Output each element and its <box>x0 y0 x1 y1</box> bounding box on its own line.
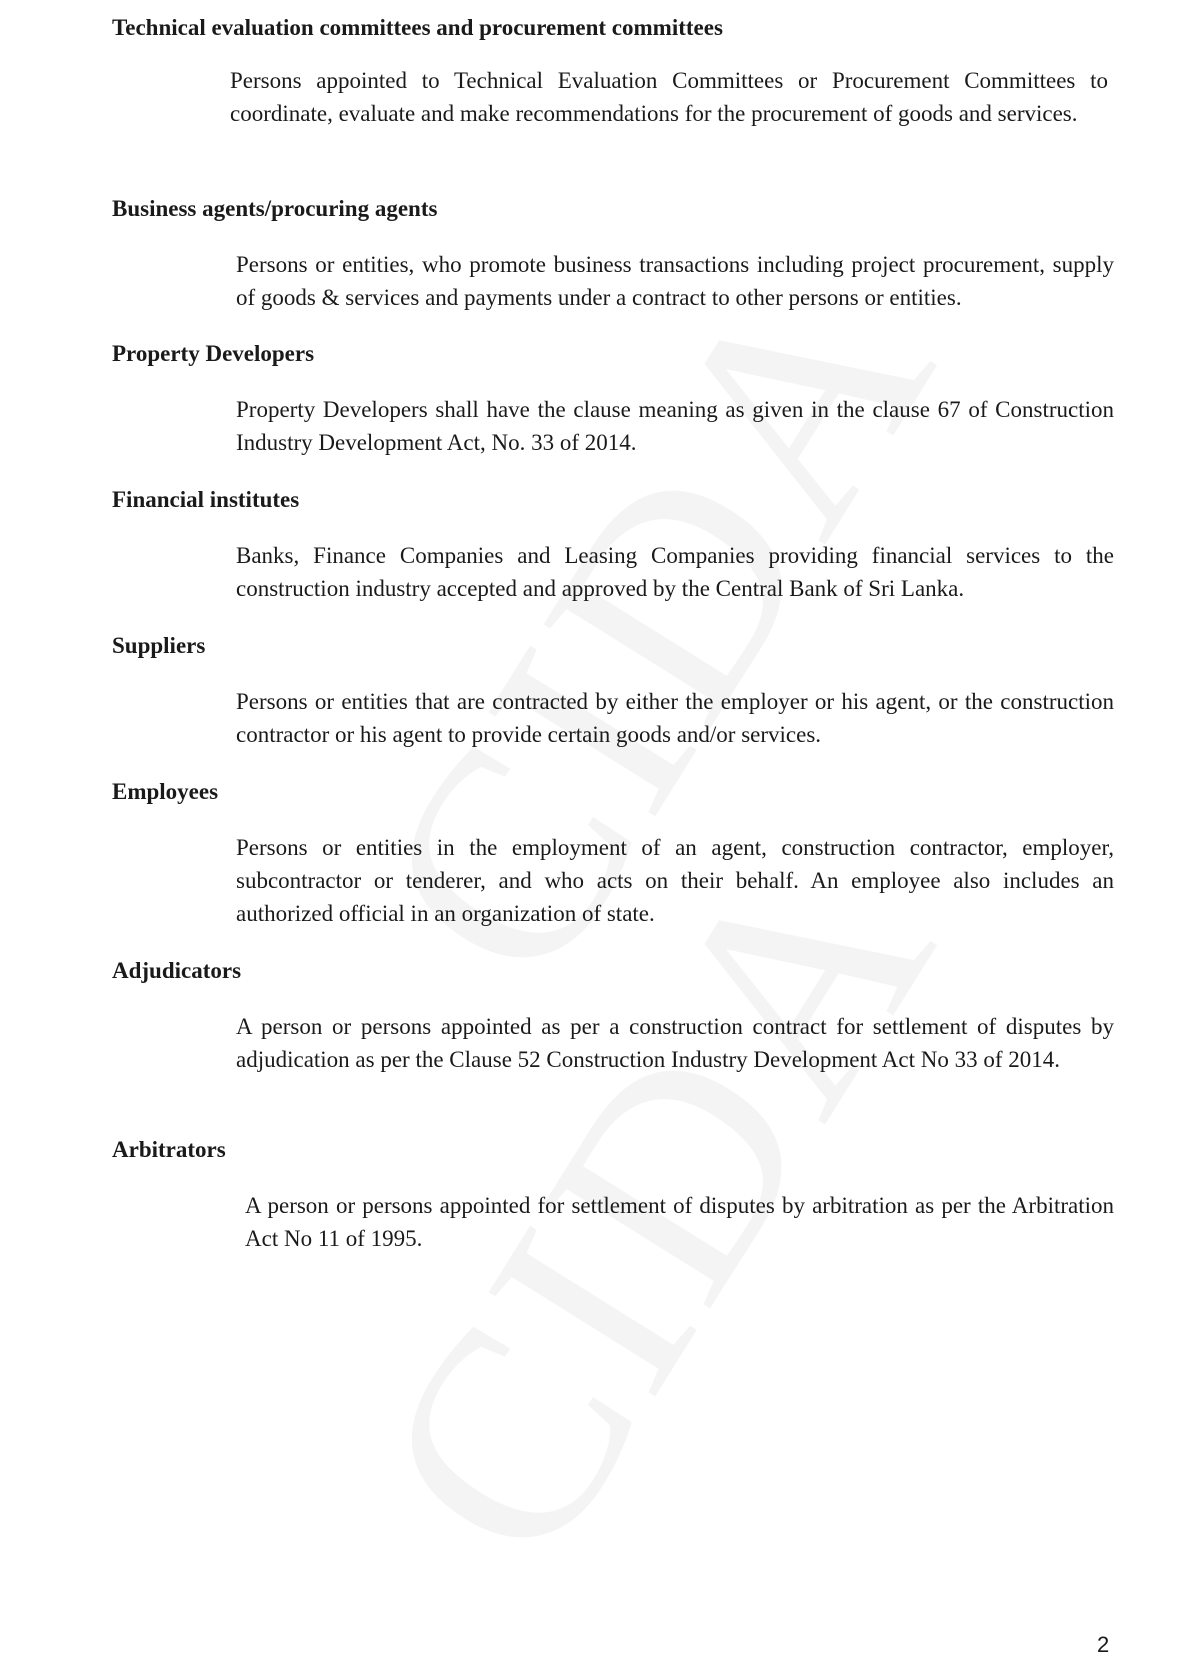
heading-property-developers: Property Developers <box>112 341 315 366</box>
definition-technical-evaluation-committees: Persons appointed to Technical Evaluation Committees or Procurement Committees to coordinate, evaluate and make recommendations for the procurement of goods and services. <box>230 68 1108 126</box>
heading-technical-evaluation-committees: Technical evaluation committees and procurement committees <box>112 15 723 40</box>
definition-arbitrators: A person or persons appointed for settlement of disputes by arbitration as per the Arbitration Act No 11 of 1995. <box>245 1193 1114 1251</box>
definition-property-developers: Property Developers shall have the clause meaning as given in the clause 67 of Construction Industry Development Act, No. 33 of 2014. <box>236 397 1114 455</box>
definition-adjudicators: A person or persons appointed as per a construction contract for settlement of disputes by adjudication as per the Clause 52 Construction Industry Development Act No 33 of 2014. <box>236 1014 1114 1072</box>
heading-employees: Employees <box>112 779 219 804</box>
definition-business-agents: Persons or entities, who promote business transactions including project procurement, supply of goods & services and payments under a contract to other persons or entities. <box>236 252 1114 310</box>
heading-adjudicators: Adjudicators <box>112 958 242 983</box>
definition-employees: Persons or entities in the employment of an agent, construction contractor, employer, subcontractor or tenderer, and who acts on their behalf. An employee also includes an authorized official in an organization of state. <box>236 835 1114 926</box>
heading-financial-institutes: Financial institutes <box>112 487 300 512</box>
heading-suppliers: Suppliers <box>112 633 206 658</box>
page-number: 2 <box>1097 1632 1110 1657</box>
heading-business-agents: Business agents/procuring agents <box>112 196 438 221</box>
definition-financial-institutes: Banks, Finance Companies and Leasing Companies providing financial services to the construction industry accepted and approved by the Central Bank of Sri Lanka. <box>236 543 1114 601</box>
definition-suppliers: Persons or entities that are contracted by either the employer or his agent, or the construction contractor or his agent to provide certain goods and/or services. <box>236 689 1114 747</box>
heading-arbitrators: Arbitrators <box>112 1137 226 1162</box>
